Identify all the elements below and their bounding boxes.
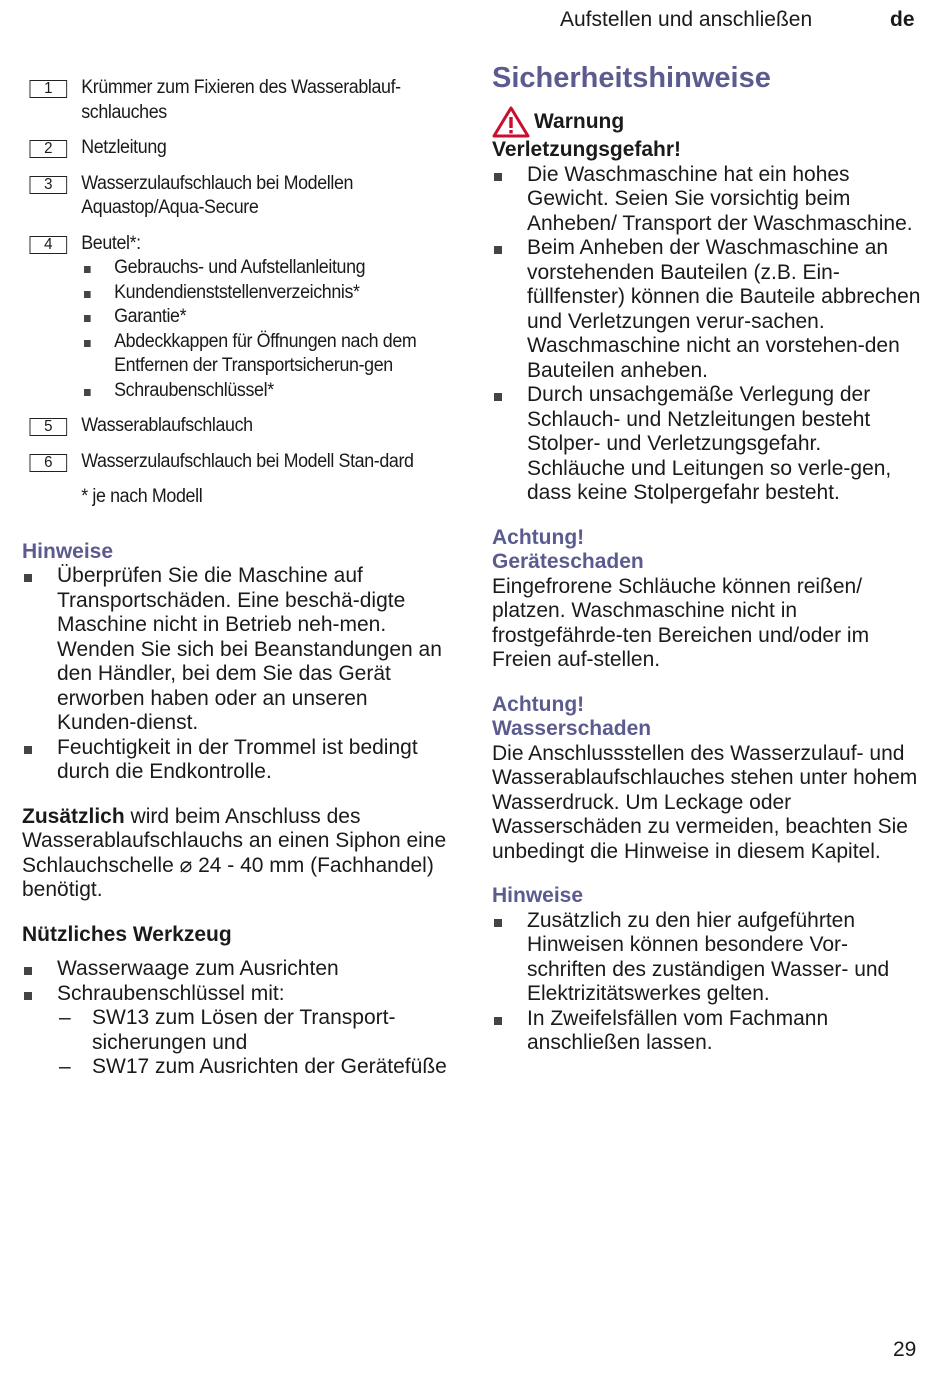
safety-list (492, 163, 922, 506)
part-item (22, 172, 457, 221)
warning-label: Warnung (534, 109, 625, 133)
hinweise-list (492, 909, 922, 1056)
hinweise-heading: Hinweise (22, 539, 114, 563)
running-header-title: Aufstellen und anschließen (560, 8, 813, 31)
section-title: Sicherheitshinweise (492, 62, 771, 94)
part-number: 1 (30, 80, 68, 98)
achtung-label: Achtung! (492, 692, 585, 716)
part-item (22, 136, 457, 161)
list-item: Abdeckkappen für Öffnungen nach dem Entfernen der Transportsicherun-gen (81, 330, 457, 379)
hinweise-list (22, 564, 447, 785)
achtung-title: Wasserschaden (492, 717, 652, 740)
warning-title: Verletzungsgefahr! (492, 138, 682, 161)
list-item: Zusätzlich zu den hier aufgeführten Hinweisen können besondere Vor-schriften des zuständigen Wasser- und Elektrizitätswerkes gelten. (492, 909, 922, 1007)
list-item: Wasserwaage zum Ausrichten (22, 957, 447, 982)
part-number: 6 (30, 454, 68, 472)
achtung-text: Die Anschlussstellen des Wasserzulauf- und Wasserablaufschlauches stehen unter hohem Wasserdruck. Um Leckage oder Wasserschäden zu vermeiden, beachten Sie unbedingt die Hinweise in diesem Kapitel. (492, 741, 918, 863)
part-text: Wasserablaufschlauch (81, 415, 253, 436)
list-item: Beim Anheben der Waschmaschine an vorstehenden Bauteilen (z.B. Ein-füllfenster) können die Bauteile abbrechen und Verletzungen verur-sachen. Waschmaschine nicht an vorstehen-den Bauteilen anheben. (492, 236, 922, 383)
part-text: Netzleitung (81, 137, 167, 158)
achtung-title: Geräteschaden (492, 550, 644, 573)
parts-list (22, 76, 447, 510)
part-text: Krümmer zum Fixieren des Wasserablauf-schlauches (81, 77, 401, 123)
page-number: 29 (893, 1338, 917, 1361)
list-item: – SW13 zum Lösen der Transport-sicherungen und (57, 1006, 447, 1055)
achtung-label: Achtung! (492, 525, 585, 549)
part-item (22, 76, 457, 125)
zusaetzlich-text: wird beim Anschluss des Wasserablaufschlauchs an einen Siphon eine Schlauchschelle ⌀ 24 - 40 mm (Fachhandel) benötigt. (22, 804, 447, 901)
warning-label-row (492, 106, 922, 138)
part-number: 2 (30, 140, 68, 158)
werkzeug-list (22, 957, 447, 1080)
part-number: 3 (30, 176, 68, 194)
list-item: Kundendienststellenverzeichnis* (81, 281, 457, 306)
right-column (492, 60, 922, 1056)
bag-contents-list (81, 256, 457, 403)
list-item: Garantie* (81, 305, 457, 330)
list-item: Überprüfen Sie die Maschine auf Transportschäden. Eine beschä-digte Maschine nicht in Betrieb neh-men. Wenden Sie sich bei Beanstandungen an den Händler, bei dem Sie das Gerät erworben haben oder an unseren Kunden-dienst. (22, 564, 447, 736)
list-item: In Zweifelsfällen vom Fachmann anschließen lassen. (492, 1007, 922, 1056)
part-item (22, 414, 457, 439)
list-item: – SW17 zum Ausrichten der Gerätefüße (57, 1055, 447, 1080)
part-item (22, 450, 457, 475)
part-text: Beutel*: (81, 232, 141, 254)
hinweise-heading: Hinweise (492, 884, 584, 907)
zusaetzlich-paragraph (22, 805, 447, 903)
list-item: Schraubenschlüssel* (81, 379, 457, 404)
language-code: de (890, 8, 915, 31)
part-item (22, 232, 457, 404)
werkzeug-heading: Nützliches Werkzeug (22, 922, 232, 946)
warning-triangle-icon (492, 106, 530, 138)
left-column (22, 76, 447, 1080)
list-item: Feuchtigkeit in der Trommel ist bedingt durch die Endkontrolle. (22, 736, 447, 785)
list-item (22, 982, 447, 1080)
list-item: Die Waschmaschine hat ein hohes Gewicht. Seien Sie vorsichtig beim Anheben/ Transport der Waschmaschine. (492, 163, 922, 237)
list-item-text: Schraubenschlüssel mit: (57, 981, 285, 1005)
part-text: Wasserzulaufschlauch bei Modellen Aquastop/Aqua-Secure (81, 172, 354, 218)
list-item: Gebrauchs- und Aufstellanleitung (81, 256, 457, 281)
zusaetzlich-bold: Zusätzlich (22, 804, 125, 828)
part-text: Wasserzulaufschlauch bei Modell Stan-dard (81, 450, 414, 472)
model-note: * je nach Modell (81, 486, 203, 507)
part-number: 4 (30, 236, 68, 254)
list-item: Durch unsachgemäße Verlegung der Schlauch- und Netzleitungen besteht Stolper- und Verletzungsgefahr. Schläuche und Leitungen so verle-gen, dass keine Stolpergefahr besteht. (492, 383, 922, 506)
part-number: 5 (30, 418, 68, 436)
achtung-text: Eingefrorene Schläuche können reißen/ platzen. Waschmaschine nicht in frostgefährde-ten Bereichen und/oder im Freien auf-stellen. (492, 574, 870, 671)
wrench-sizes-list (57, 1006, 447, 1080)
